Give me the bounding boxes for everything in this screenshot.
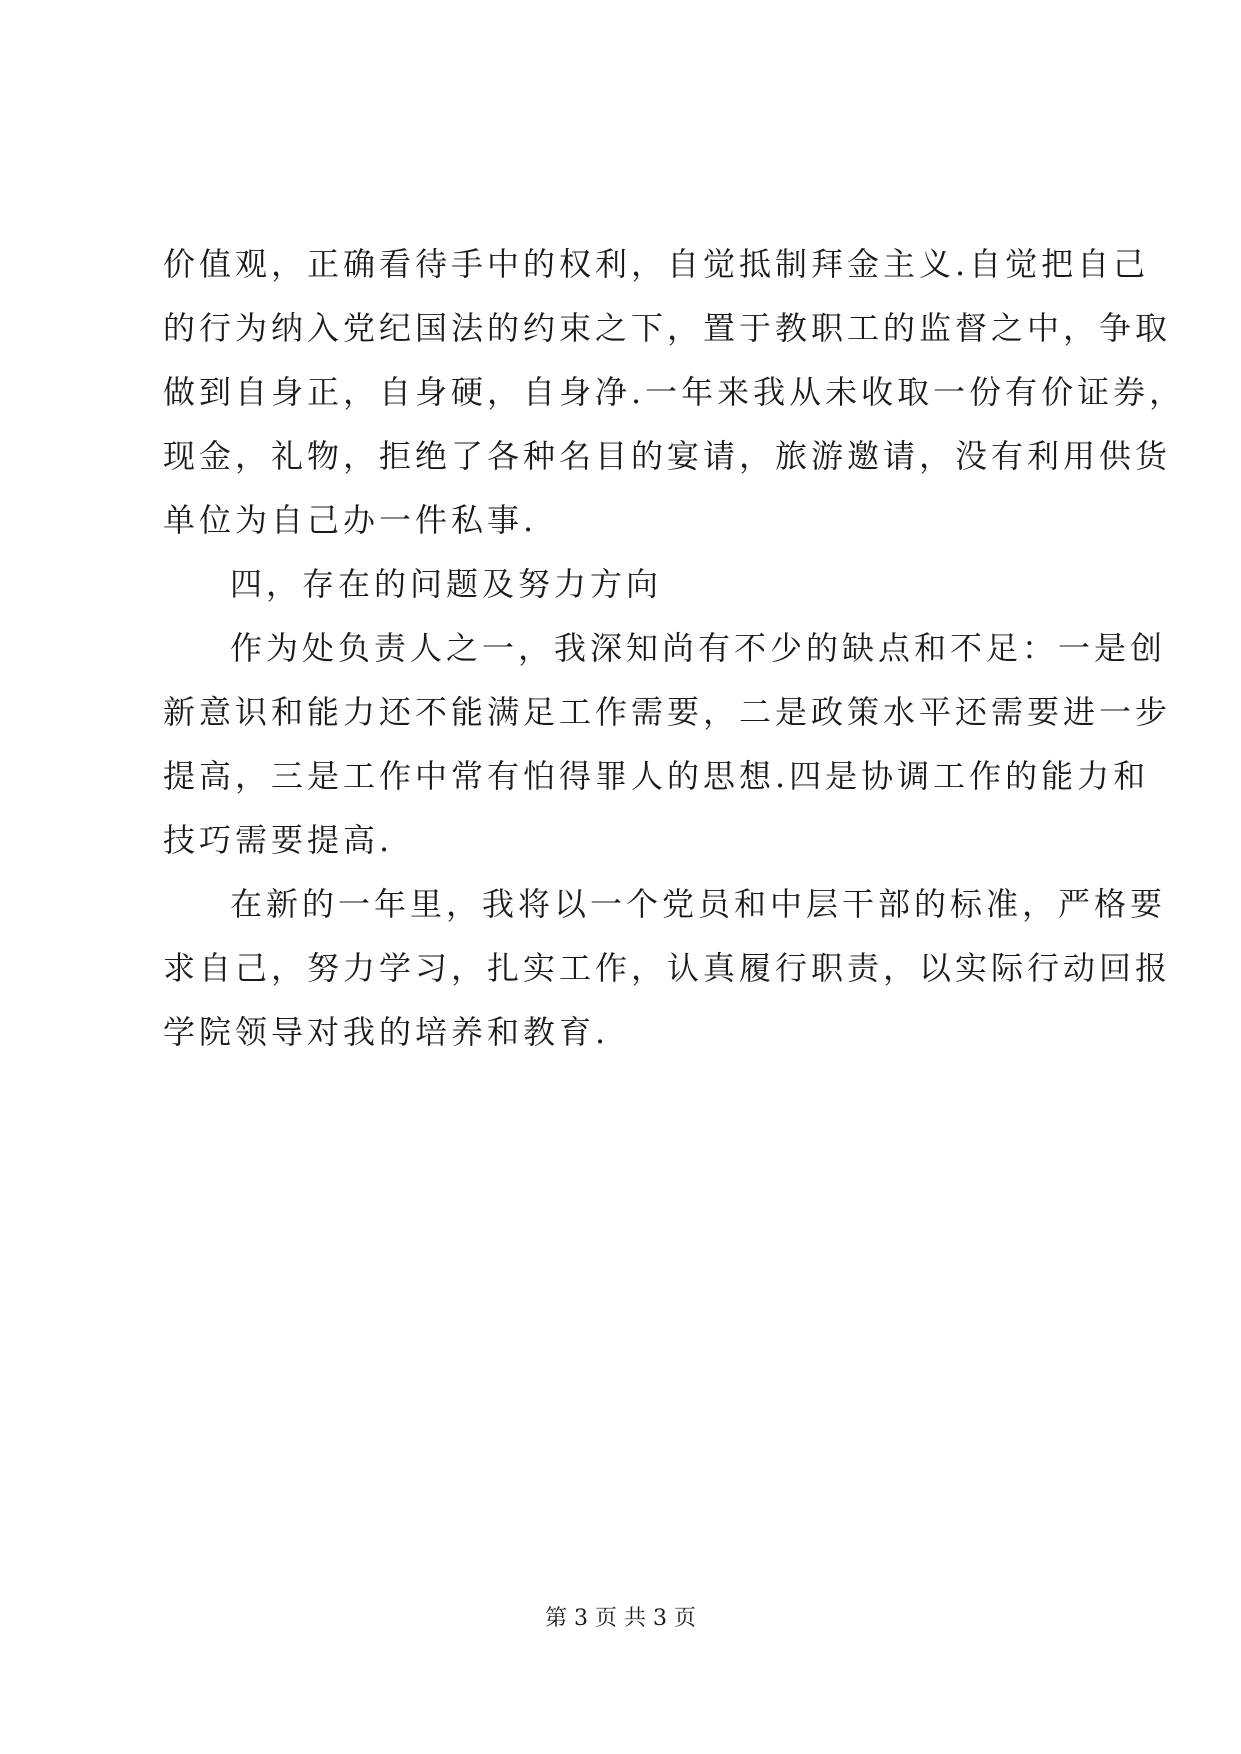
document-body (163, 232, 1186, 1064)
body-line-4: 现金，礼物，拒绝了各种名目的宴请，旅游邀请，没有利用供货 (163, 437, 1172, 475)
body-line-2: 的行为纳入党纪国法的约束之下，置于教职工的监督之中，争取 (163, 309, 1172, 347)
page-number-footer: 第 3 页 共 3 页 (545, 1606, 696, 1631)
body-line-10: 技巧需要提高. (163, 821, 394, 859)
section-heading: 四，存在的问题及努力方向 (230, 565, 663, 603)
body-line-7: 作为处负责人之一，我深知尚有不少的缺点和不足：一是创 (230, 629, 1167, 667)
body-line-13: 学院领导对我的培养和教育. (163, 1013, 610, 1051)
body-line-12: 求自己，努力学习，扎实工作，认真履行职责，以实际行动回报 (163, 949, 1172, 987)
body-line-3: 做到自身正，自身硬，自身净.一年来我从未收取一份有价证券， (163, 373, 1186, 411)
body-line-5: 单位为自己办一件私事. (163, 501, 538, 539)
body-line-1: 价值观，正确看待手中的权利，自觉抵制拜金主义.自觉把自己 (163, 245, 1150, 283)
body-line-9: 提高，三是工作中常有怕得罪人的思想.四是协调工作的能力和 (163, 757, 1150, 795)
body-line-8: 新意识和能力还不能满足工作需要，二是政策水平还需要进一步 (163, 693, 1172, 731)
body-line-11: 在新的一年里，我将以一个党员和中层干部的标准，严格要 (230, 885, 1167, 923)
